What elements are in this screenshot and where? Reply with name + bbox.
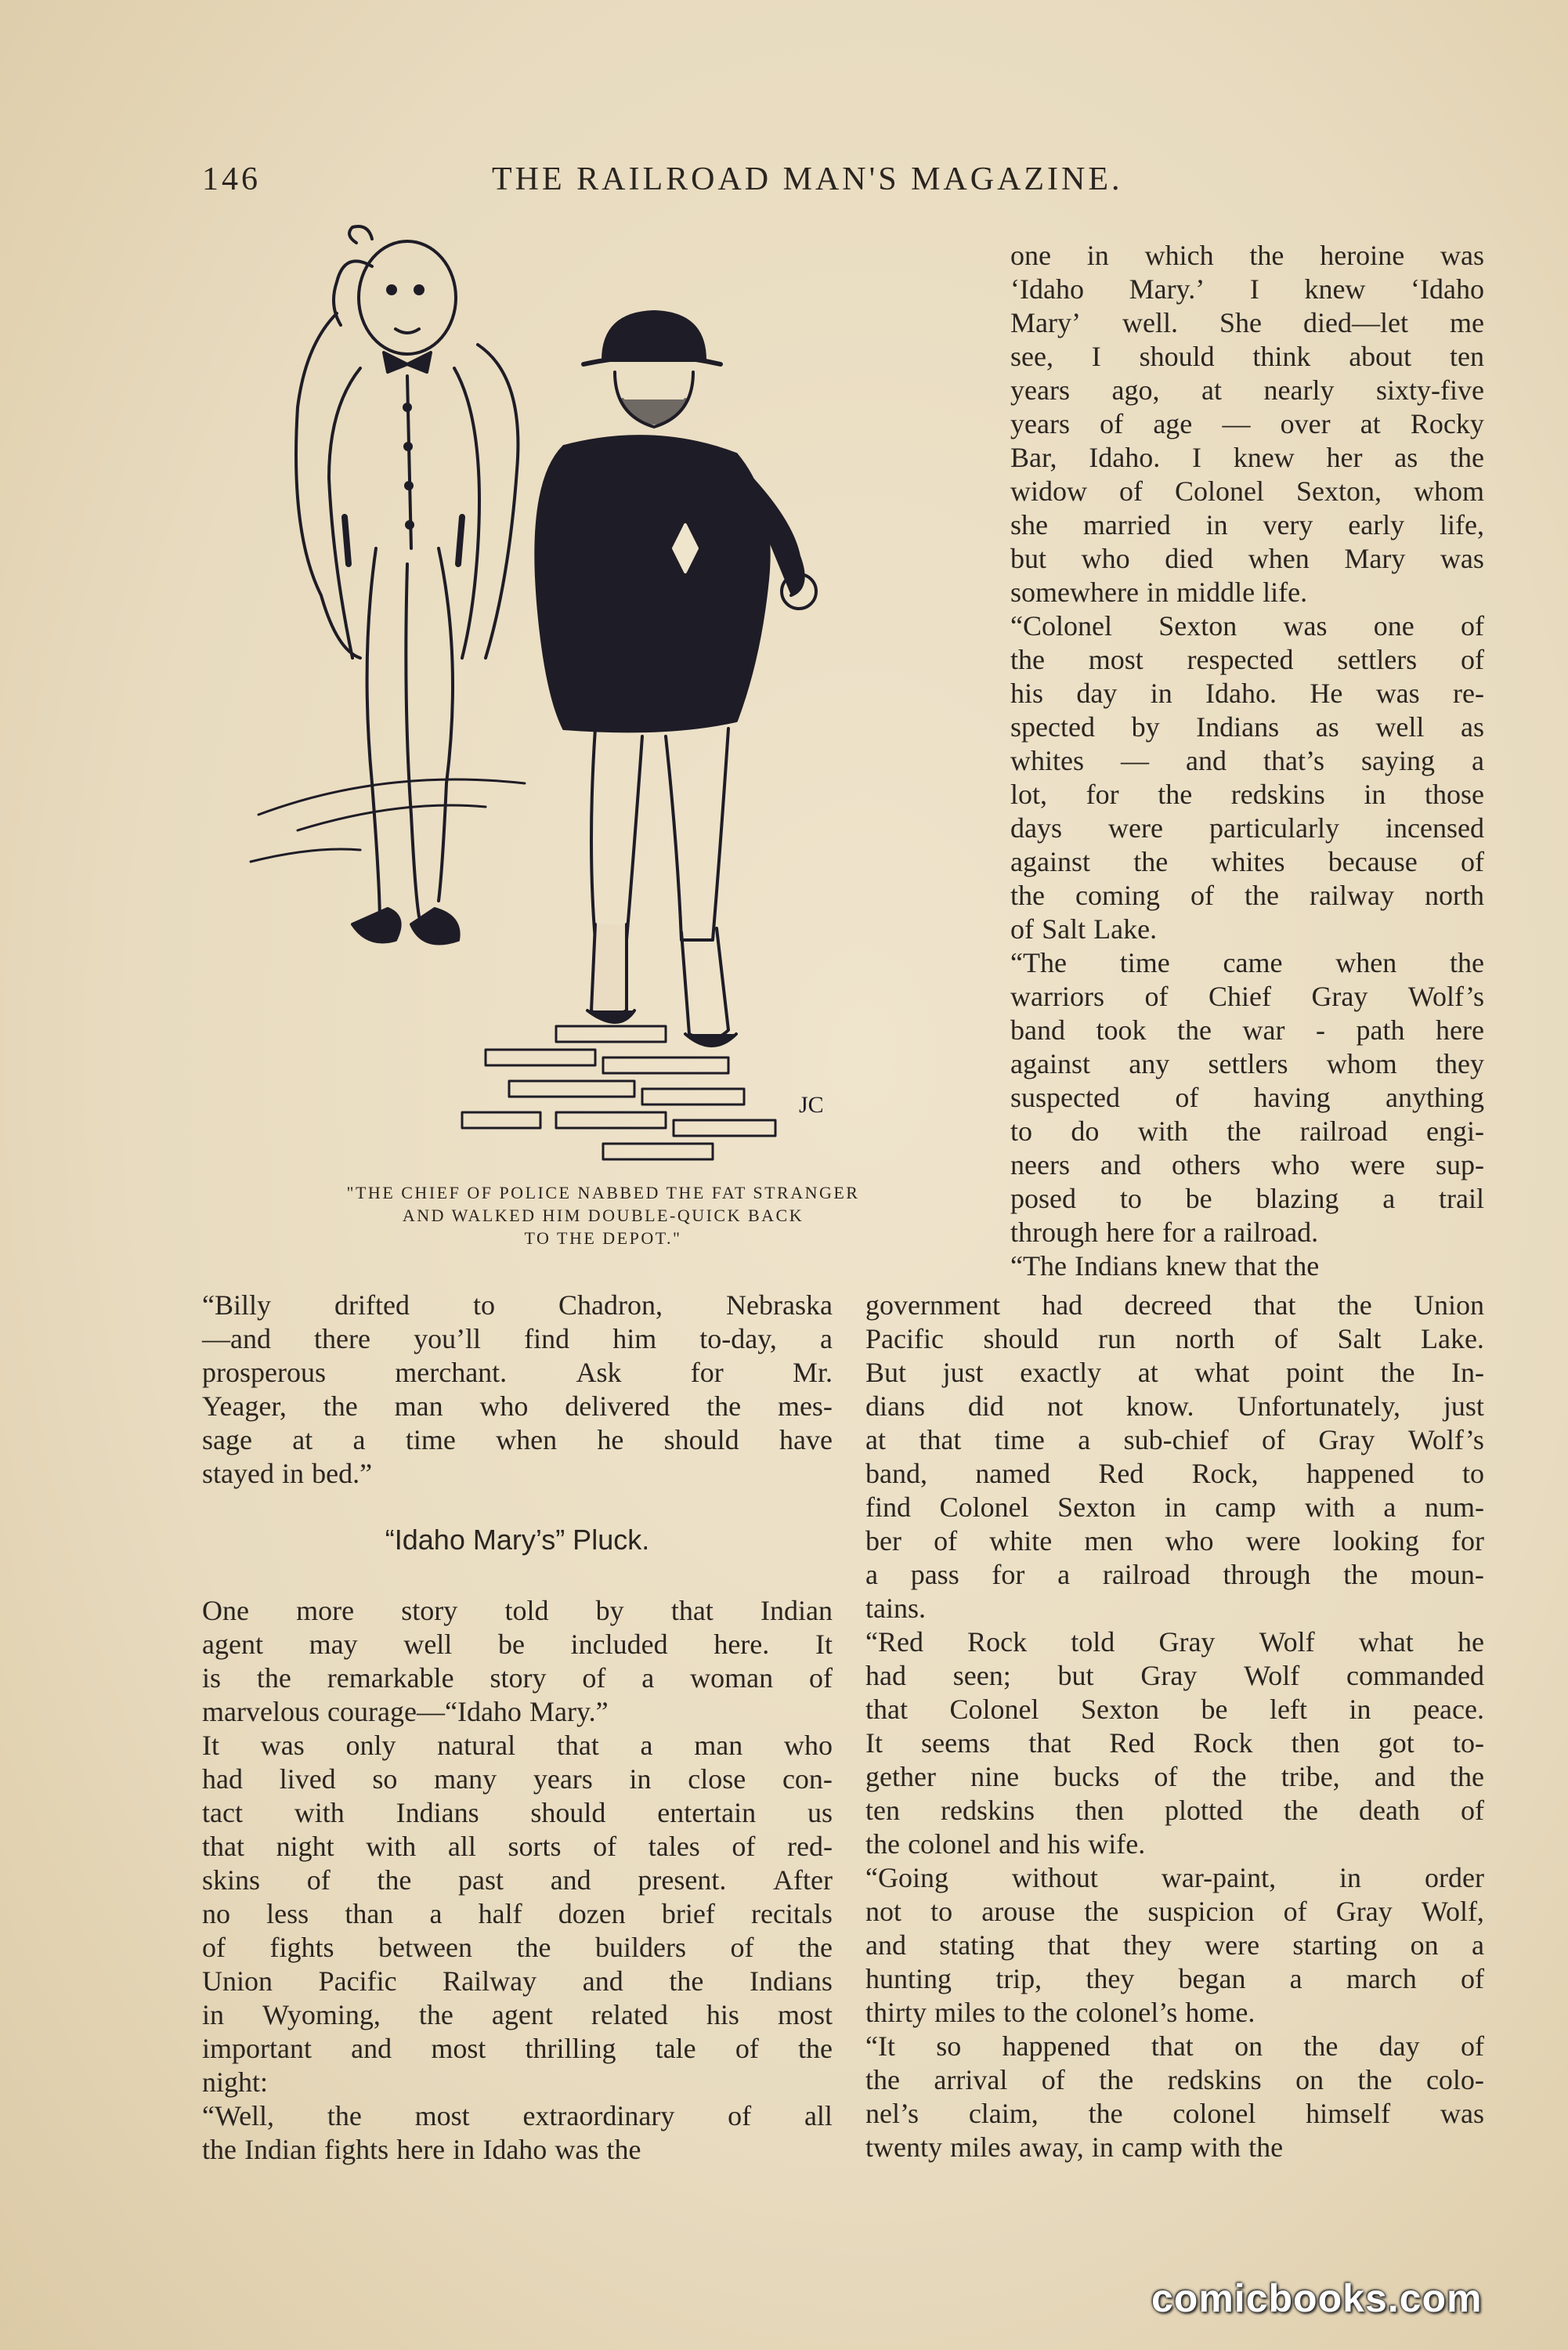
text-line: “Red Rock told Gray Wolf what he bbox=[865, 1626, 1484, 1658]
text-line: nel’s claim, the colonel himself was bbox=[865, 2098, 1484, 2129]
text-line: marvelous courage—“Idaho Mary.” bbox=[202, 1696, 609, 1727]
right-column-bottom bbox=[865, 1289, 1484, 2164]
text-line: neers and others who were sup- bbox=[1010, 1149, 1484, 1180]
text-line: hunting trip, they began a march of bbox=[865, 1963, 1484, 1994]
text-line: It was only natural that a man who bbox=[202, 1730, 833, 1761]
magazine-title: THE RAILROAD MAN'S MAGAZINE. bbox=[492, 161, 1123, 197]
text-line: “It so happened that on the day of bbox=[865, 2030, 1484, 2062]
text-line: somewhere in middle life. bbox=[1010, 577, 1308, 608]
text-line: see, I should think about ten bbox=[1010, 341, 1484, 372]
text-line: his day in Idaho. He was re- bbox=[1010, 678, 1484, 709]
text-line: band, named Red Rock, happened to bbox=[865, 1458, 1484, 1489]
text-line: “Going without war-paint, in order bbox=[865, 1862, 1484, 1893]
text-line: ber of white men who were looking for bbox=[865, 1525, 1484, 1556]
text-line: is the remarkable story of a woman of bbox=[202, 1662, 833, 1694]
text-line: But just exactly at what point the In- bbox=[865, 1357, 1484, 1388]
text-line: the Indian fights here in Idaho was the bbox=[202, 2134, 641, 2165]
artist-signature: JC bbox=[799, 1092, 824, 1118]
text-line: “Billy drifted to Chadron, Nebraska bbox=[202, 1289, 833, 1321]
text-line: ‘Idaho Mary.’ I knew ‘Idaho bbox=[1010, 273, 1484, 305]
text-line: It seems that Red Rock then got to- bbox=[865, 1727, 1484, 1759]
text-line: “The time came when the bbox=[1010, 947, 1484, 978]
text-line: warriors of Chief Gray Wolf’s bbox=[1010, 981, 1484, 1012]
ground-sketch bbox=[251, 779, 775, 1159]
text-line: important and most thrilling tale of the bbox=[202, 2033, 833, 2064]
text-line: of Salt Lake. bbox=[1010, 913, 1158, 945]
text-line: dians did not know. Unfortunately, just bbox=[865, 1390, 1484, 1422]
text-line: posed to be blazing a trail bbox=[1010, 1183, 1484, 1214]
text-line: Bar, Idaho. I knew her as the bbox=[1010, 442, 1484, 473]
text-line: ten redskins then plotted the death of bbox=[865, 1795, 1484, 1826]
text-line: the most respected settlers of bbox=[1010, 644, 1484, 675]
illustration bbox=[227, 219, 1003, 1175]
section-subheading: “Idaho Mary’s” Pluck. bbox=[385, 1524, 650, 1556]
text-line: but who died when Mary was bbox=[1010, 543, 1484, 574]
text-line: she married in very early life, bbox=[1010, 509, 1484, 540]
text-line: suspected of having anything bbox=[1010, 1082, 1484, 1113]
text-line: find Colonel Sexton in camp with a num- bbox=[865, 1491, 1484, 1523]
text-line: the colonel and his wife. bbox=[865, 1828, 1146, 1860]
text-line: against any settlers whom they bbox=[1010, 1048, 1484, 1079]
text-line: through here for a railroad. bbox=[1010, 1217, 1319, 1248]
caption-line: "THE CHIEF OF POLICE NABBED THE FAT STRANGER bbox=[346, 1183, 860, 1202]
text-line: tains. bbox=[865, 1593, 926, 1624]
text-line: night: bbox=[202, 2066, 269, 2098]
page-number: 146 bbox=[202, 161, 261, 197]
fat-stranger-figure bbox=[296, 226, 518, 944]
text-line: in Wyoming, the agent related his most bbox=[202, 1999, 833, 2030]
text-line: “The Indians knew that the bbox=[1010, 1250, 1320, 1282]
police-chief-figure bbox=[536, 312, 816, 1046]
text-line: Union Pacific Railway and the Indians bbox=[202, 1965, 833, 1997]
left-column-bottom bbox=[202, 1594, 833, 2167]
text-line: that night with all sorts of tales of red- bbox=[202, 1831, 833, 1862]
text-line: days were particularly incensed bbox=[1010, 812, 1484, 844]
text-line: one in which the heroine was bbox=[1010, 240, 1484, 271]
text-line: twenty miles away, in camp with the bbox=[865, 2131, 1284, 2163]
text-line: gether nine bucks of the tribe, and the bbox=[865, 1761, 1484, 1792]
text-line: government had decreed that the Union bbox=[865, 1289, 1484, 1321]
text-line: years of age — over at Rocky bbox=[1010, 408, 1484, 439]
text-line: the arrival of the redskins on the colo- bbox=[865, 2064, 1484, 2095]
illustration-caption bbox=[243, 1181, 963, 1249]
caption-line: AND WALKED HIM DOUBLE-QUICK BACK bbox=[402, 1206, 804, 1225]
text-line: lot, for the redskins in those bbox=[1010, 779, 1484, 810]
text-line: a pass for a railroad through the moun- bbox=[865, 1559, 1484, 1590]
text-line: at that time a sub-chief of Gray Wolf’s bbox=[865, 1424, 1484, 1455]
text-line: not to arouse the suspicion of Gray Wolf, bbox=[865, 1896, 1484, 1927]
right-column-top bbox=[1010, 239, 1484, 1283]
text-line: that Colonel Sexton be left in peace. bbox=[865, 1694, 1484, 1725]
text-line: and stating that they were starting on a bbox=[865, 1929, 1484, 1961]
text-line: had seen; but Gray Wolf commanded bbox=[865, 1660, 1484, 1691]
text-line: the coming of the railway north bbox=[1010, 880, 1484, 911]
text-line: —and there you’ll find him to-day, a bbox=[202, 1323, 833, 1354]
text-line: stayed in bed.” bbox=[202, 1458, 373, 1489]
text-line: to do with the railroad engi- bbox=[1010, 1115, 1484, 1147]
text-line: whites — and that’s saying a bbox=[1010, 745, 1484, 776]
text-line: tact with Indians should entertain us bbox=[202, 1797, 833, 1828]
watermark-logo: comicbooks.com bbox=[1151, 2276, 1483, 2320]
text-line: years ago, at nearly sixty-five bbox=[1010, 374, 1484, 406]
left-column-top bbox=[202, 1289, 833, 1491]
text-line: against the whites because of bbox=[1010, 846, 1484, 877]
text-line: Pacific should run north of Salt Lake. bbox=[865, 1323, 1484, 1354]
text-line: spected by Indians as well as bbox=[1010, 711, 1484, 743]
text-line: thirty miles to the colonel’s home. bbox=[865, 1997, 1255, 2028]
text-line: One more story told by that Indian bbox=[202, 1595, 833, 1626]
text-line: Mary’ well. She died—let me bbox=[1010, 307, 1484, 338]
text-line: “Colonel Sexton was one of bbox=[1010, 610, 1484, 642]
text-line: band took the war - path here bbox=[1010, 1014, 1484, 1046]
caption-line: TO THE DEPOT." bbox=[524, 1228, 682, 1248]
text-line: agent may well be included here. It bbox=[202, 1629, 833, 1660]
text-line: sage at a time when he should have bbox=[202, 1424, 833, 1455]
text-line: had lived so many years in close con- bbox=[202, 1763, 833, 1795]
text-line: of fights between the builders of the bbox=[202, 1932, 833, 1963]
text-line: widow of Colonel Sexton, whom bbox=[1010, 475, 1484, 507]
text-line: no less than a half dozen brief recitals bbox=[202, 1898, 833, 1929]
text-line: skins of the past and present. After bbox=[202, 1864, 833, 1896]
text-line: Yeager, the man who delivered the mes- bbox=[202, 1390, 833, 1422]
text-line: prosperous merchant. Ask for Mr. bbox=[202, 1357, 833, 1388]
text-line: “Well, the most extraordinary of all bbox=[202, 2100, 833, 2131]
